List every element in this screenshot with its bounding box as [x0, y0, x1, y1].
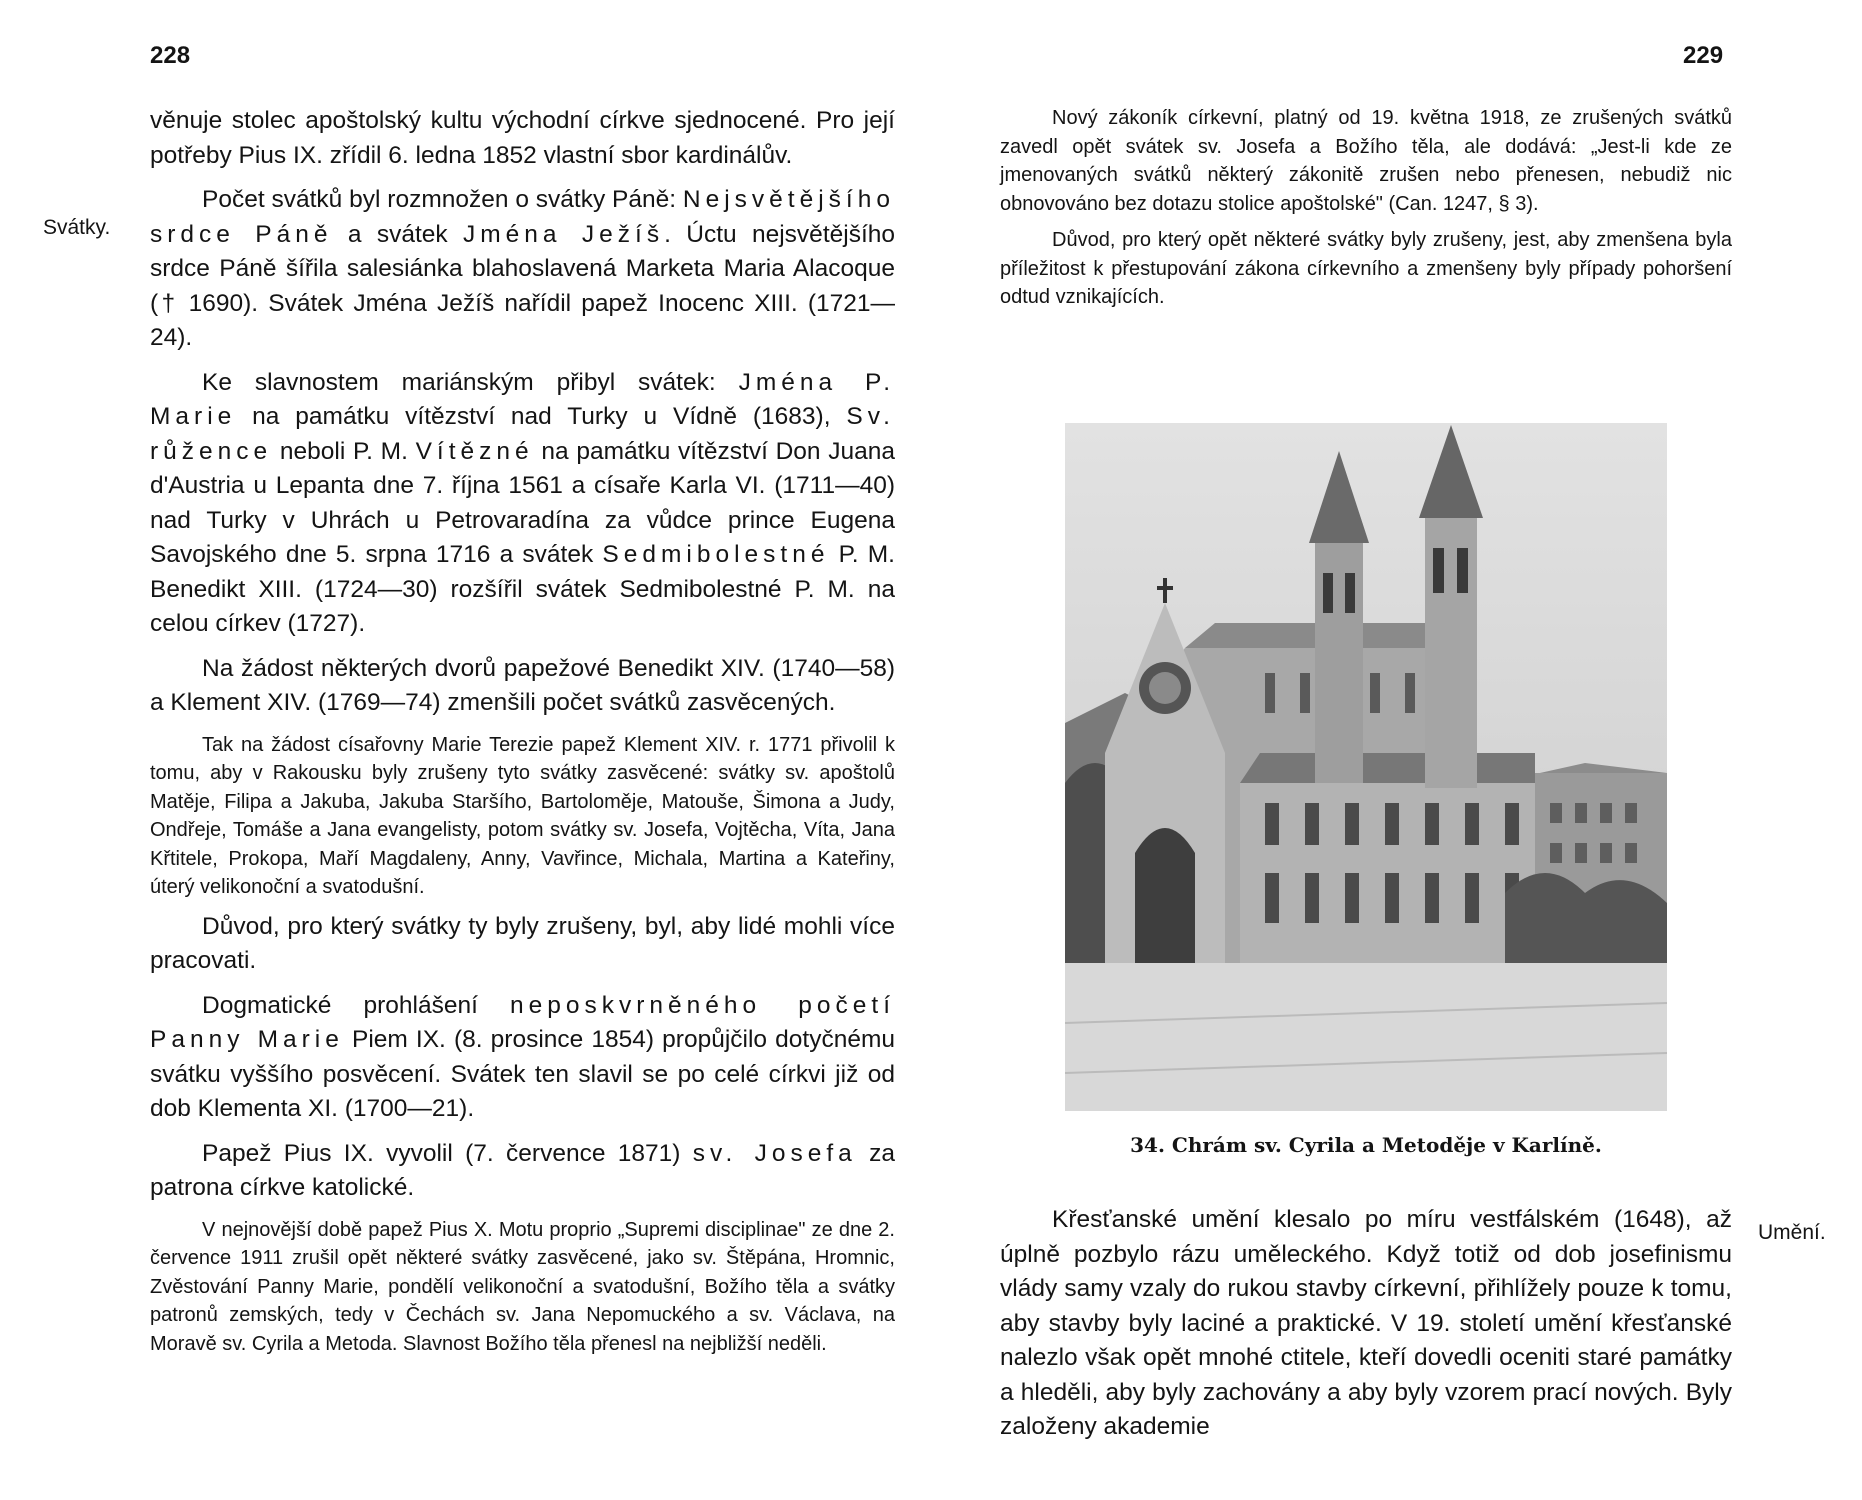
- margin-note: Svátky.: [43, 216, 111, 239]
- right-page: [931, 0, 1862, 1500]
- church-photo: [1065, 423, 1667, 1111]
- emphasis: neposkvrněného početí Panny Marie: [150, 991, 895, 1053]
- paragraph: věnuje stolec apoštolský kultu východní církve sjednocené. Pro její potřeby Pius IX. zřídil 6. ledna 1852 vlastní sbor kardinálův.: [150, 107, 895, 169]
- emphasis: Nejsvětějšího srdce Páně: [150, 186, 895, 248]
- emphasis: Jména P. Marie: [150, 368, 895, 430]
- paragraph: Počet svátků byl rozmnožen o svátky Páně: Nejsvětějšího srdce Páně a svátek Jména Ježíš. Úctu nejsvětějšího srdce Páně šířila salesiánka blahoslavená Marketa Maria Alacoque († 1690). Svátek Jména Ježíš nařídil papež Inocenc XIII. (1721—24).: [150, 186, 895, 351]
- church-illustration: [1065, 423, 1667, 1111]
- page-number: 229: [1683, 42, 1724, 69]
- text-column: [1000, 104, 1732, 320]
- small-paragraph: Tak na žádost císařovny Marie Terezie papež Klement XIV. r. 1771 přivolil k tomu, aby v Rakousku byly zrušeny tyto svátky zasvěcené: svátky sv. apoštolů Matěje, Filipa a Jakuba, Jakuba Staršího, Bartoloměje, Matouše, Šimona a Judy, Ondřeje, Tomáše a Jana evangelisty, potom svátky sv. Josefa, Vojtěcha, Víta, Jana Křtitele, Prokopa, Maří Magdaleny, Anny, Vavřince, Michala, Martina a Kateřiny, úterý velikonoční a svatodušní.: [150, 733, 895, 898]
- emphasis: sv. Josefa: [692, 1139, 857, 1167]
- figure-caption: 34. Chrám sv. Cyrila a Metoděje v Karlíně.: [1130, 1133, 1602, 1157]
- small-paragraph: Nový zákoník církevní, platný od 19. května 1918, ze zrušených svátků zavedl opět svátek sv. Josefa a Božího těla, ale dodává: „Jest-li kde ze jmenovaných svátků některý zákonitě zrušen nebo přenesen, nebudiž nic obnovováno bez dotazu stolice apoštolské" (Can. 1247, § 3).: [1000, 107, 1732, 215]
- paragraph: Křesťanské umění klesalo po míru vestfálském (1648), až úplně pozbylo rázu uměleckého. Když totiž od dob josefinismu vlády samy vzaly do rukou stavby církevní, přihlížely pouze k tomu, aby stavby byly laciné a praktické. V 19. století umění křesťanské nalezlo však opět mnohé ctitele, kteří dovedli oceniti staré památky a hleděli, aby byly zachovány a aby byly vzorem prací nových. Byly založeny akademie: [1000, 1206, 1732, 1440]
- page-number: 228: [150, 42, 191, 69]
- paragraph: Na žádost některých dvorů papežové Benedikt XIV. (1740—58) a Klement XIV. (1769—74) zmenšili počet svátků zasvěcených.: [150, 654, 895, 716]
- small-paragraph: Důvod, pro který opět některé svátky byly zrušeny, jest, aby zmenšena byla příležitost k přestupování zákona církevního a zmenšeny byly případy pohoršení odtud vznikajících.: [1000, 229, 1732, 308]
- paragraph: Důvod, pro který svátky ty byly zrušeny, byl, aby lidé mohli více pracovati.: [150, 912, 895, 974]
- emphasis: Jména Ježíš: [463, 220, 665, 248]
- text-column: [1000, 1203, 1732, 1455]
- emphasis: Sv. růžence: [150, 403, 895, 465]
- emphasis: Sedmibolestné: [602, 541, 830, 568]
- small-paragraph: V nejnovější době papež Pius X. Motu proprio „Supremi disciplinae" ze dne 2. července 1911 zrušil opět některé svátky zasvěcené, jako sv. Štěpána, Hromnic, Zvěstování Panny Marie, pondělí velikonoční a svatodušní, Božího těla a svátky patronů zemských, tedy v Čechách sv. Jana Nepomuckého a sv. Václava, na Moravě sv. Cyrila a Metoda. Slavnost Božího těla přenesl na nejbližší neděli.: [150, 1218, 895, 1355]
- paragraph: Ke slavnostem mariánským přibyl svátek: Jména P. Marie na památku vítězství nad Turky u Vídně (1683), Sv. růžence neboli P. M. Vítězné na památku vítězství Don Juana d'Austria u Lepanta dne 7. října 1561 a císaře Karla VI. (1711—40) nad Turky v Uhrách u Petrovaradína za vůdce prince Eugena Savojského dne 5. srpna 1716 a svátek Sedmibolestné P. M. Benedikt XIII. (1724—30) rozšířil svátek Sedmibolestné P. M. na celou církev (1727).: [150, 368, 895, 637]
- text-column: [150, 104, 895, 1366]
- paragraph: Papež Pius IX. vyvolil (7. července 1871) sv. Josefa za patrona církve katolické.: [150, 1139, 896, 1201]
- emphasis: Vítězné: [415, 437, 534, 465]
- paragraph: Dogmatické prohlášení neposkvrněného početí Panny Marie Piem IX. (8. prosince 1854) propůjčilo dotyčnému svátku vyššího posvěcení. Svátek ten slavil se po celé církvi již od dob Klementa XI. (1700—21).: [150, 991, 895, 1122]
- margin-note: Umění.: [1758, 1221, 1826, 1244]
